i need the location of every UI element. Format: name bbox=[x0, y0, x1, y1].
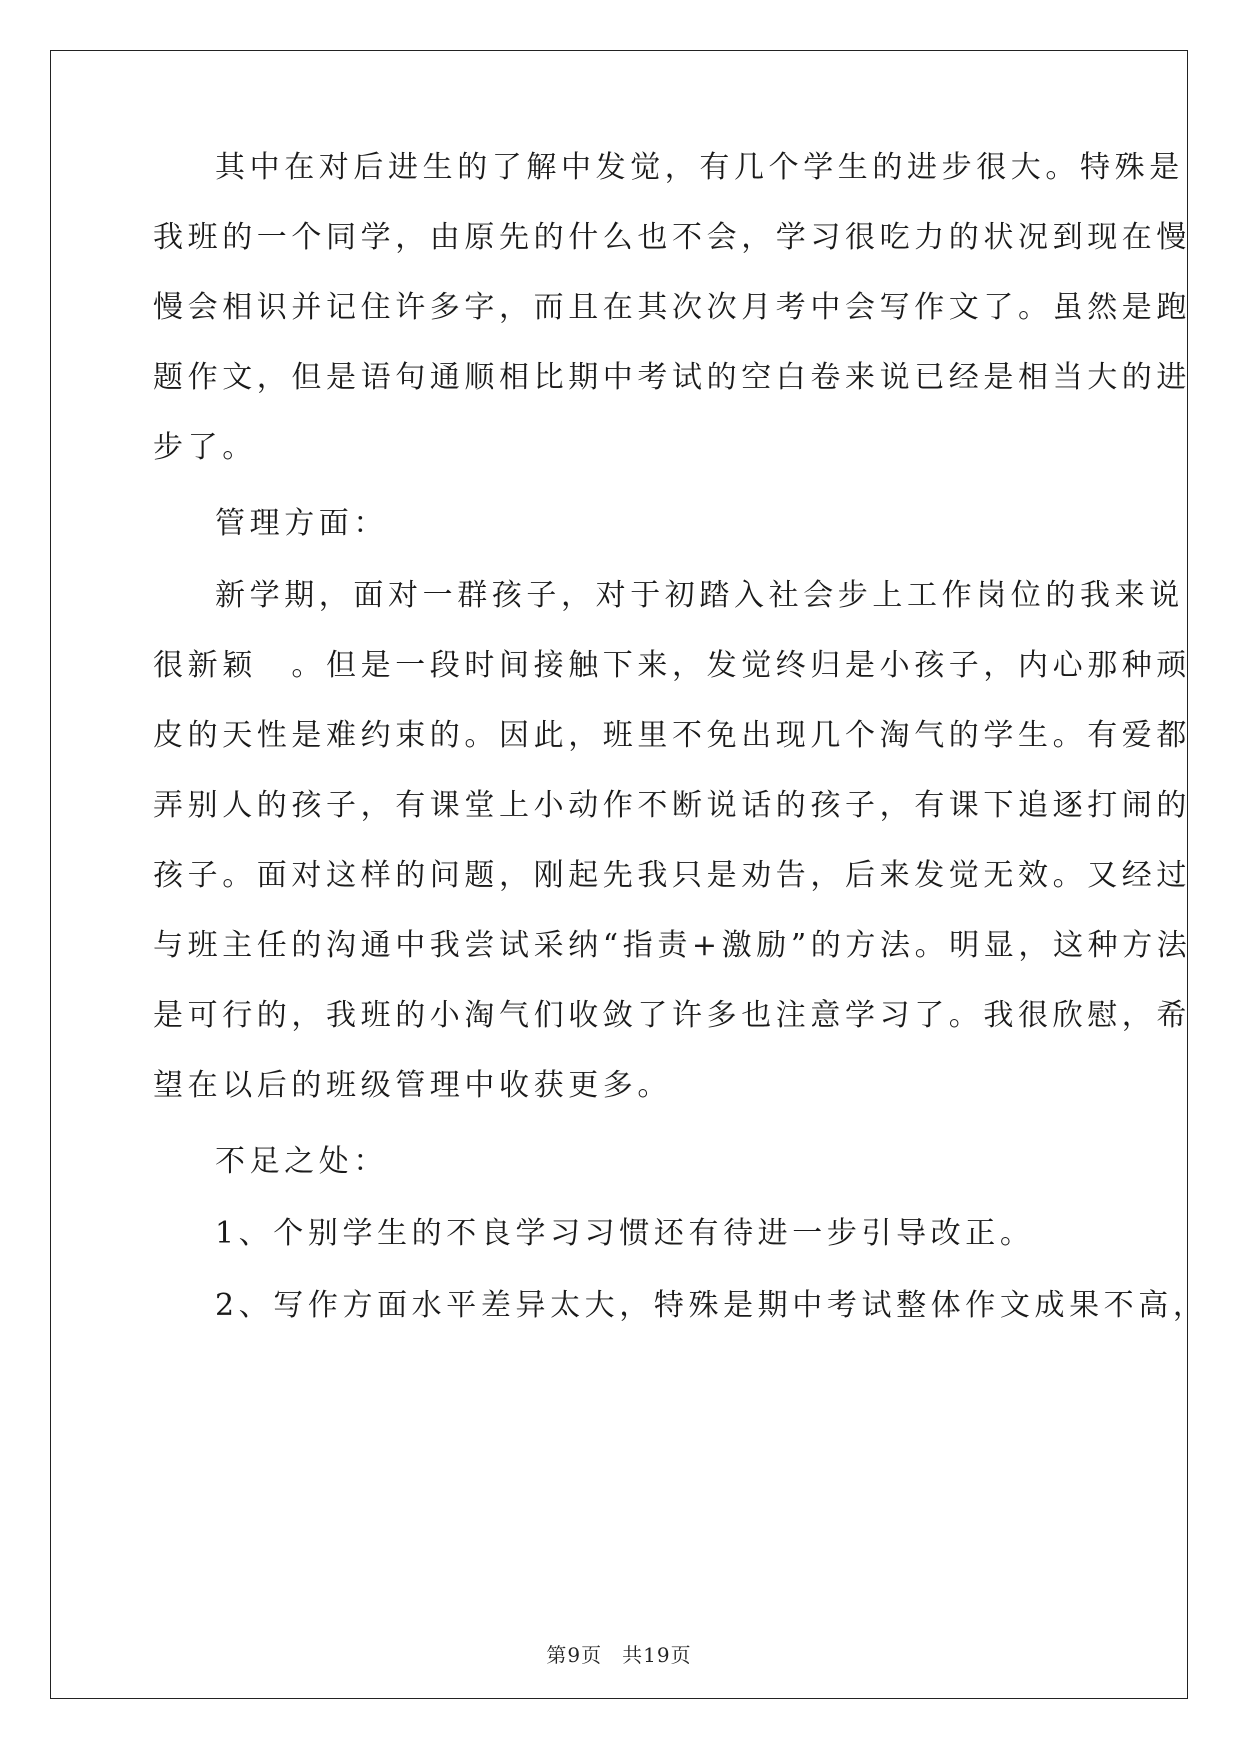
text-line: 弄别人的孩子，有课堂上小动作不断说话的孩子，有课下追逐打闹的 bbox=[153, 788, 1191, 823]
text-line: 不足之处： bbox=[215, 1144, 388, 1179]
text-line: 孩子。面对这样的问题，刚起先我只是劝告，后来发觉无效。又经过 bbox=[153, 858, 1191, 893]
page-footer bbox=[51, 1641, 1187, 1669]
text-line: 皮的天性是难约束的。因此，班里不免出现几个淘气的学生。有爱都 bbox=[153, 718, 1191, 753]
text-line: 步了。 bbox=[153, 430, 257, 465]
page-number-total: 共19页 bbox=[622, 1643, 692, 1667]
text-line: 新学期，面对一群孩子，对于初踏入社会步上工作岗位的我来说 bbox=[215, 578, 1184, 613]
text-line: 慢会相识并记住许多字，而且在其次次月考中会写作文了。虽然是跑 bbox=[153, 290, 1191, 325]
text-line: 是可行的，我班的小淘气们收敛了许多也注意学习了。我很欣慰，希 bbox=[153, 998, 1191, 1033]
text-line: 题作文，但是语句通顺相比期中考试的空白卷来说已经是相当大的进 bbox=[153, 360, 1191, 395]
text-line: 其中在对后进生的了解中发觉，有几个学生的进步很大。特殊是 bbox=[215, 150, 1184, 185]
text-line: 与班主任的沟通中我尝试采纳“指责+激励”的方法。明显，这种方法 bbox=[153, 928, 1192, 963]
text-line: 管理方面： bbox=[215, 506, 388, 541]
page-frame bbox=[50, 50, 1208, 1699]
text-line: 望在以后的班级管理中收获更多。 bbox=[153, 1068, 672, 1103]
text-line: 很新颖 。但是一段时间接触下来，发觉终归是小孩子，内心那种顽 bbox=[153, 648, 1191, 683]
text-line: 2、写作方面水平差异太大，特殊是期中考试整体作文成果不高， bbox=[215, 1288, 1208, 1323]
page-number-current: 第9页 bbox=[546, 1643, 603, 1667]
text-line: 1、个别学生的不良学习习惯还有待进一步引导改正。 bbox=[215, 1216, 1035, 1251]
text-line: 我班的一个同学，由原先的什么也不会，学习很吃力的状况到现在慢 bbox=[153, 220, 1191, 255]
